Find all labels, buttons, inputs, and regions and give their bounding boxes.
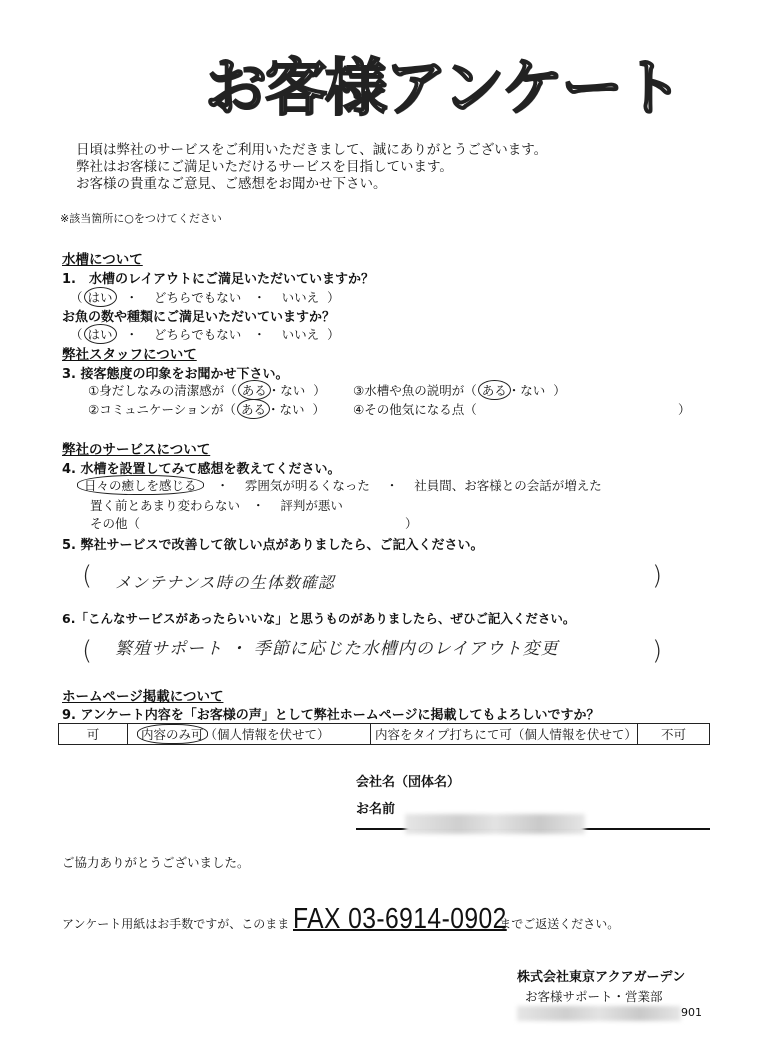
option-relaxation-selected[interactable]: 日々の癒しを感じる [77, 475, 204, 495]
option-allow[interactable]: 可 [59, 724, 128, 745]
separator: ・ [266, 402, 280, 417]
separator: ・ [125, 290, 138, 305]
option-yes-selected[interactable]: ある [478, 380, 511, 400]
option-content-only[interactable] [128, 724, 371, 745]
item-label: ②コミュニケーションが（ [88, 402, 236, 417]
separator: ・ [216, 478, 229, 493]
question-4-other-field[interactable] [150, 514, 400, 530]
publication-consent-table [58, 723, 710, 745]
question-3-item-4-label: ④その他気になる点（ [353, 402, 477, 417]
question-1-options [70, 288, 340, 306]
option-no[interactable]: ない [520, 383, 546, 398]
option-no-change[interactable]: 置く前とあまり変わらない [90, 498, 241, 513]
option-no[interactable]: いいえ [281, 290, 320, 305]
option-brighter-atmosphere[interactable]: 雰囲気が明るくなった [244, 478, 370, 493]
separator: ・ [125, 327, 138, 342]
option-yes-selected[interactable]: ある [238, 380, 271, 400]
open-paren: （ [70, 290, 83, 305]
option-deny[interactable]: 不可 [638, 724, 710, 745]
separator: ・ [507, 383, 521, 398]
footer-company: 株式会社東京アクアガーデン [517, 970, 686, 985]
company-label: 会社名（団体名） [356, 775, 461, 790]
footer-department: お客様サポート・営業部 [525, 989, 663, 1004]
intro-line-1: 日頃は弊社のサービスをご利用いただきまして、誠にありがとうございます。 [76, 142, 548, 158]
question-5: 5. 弊社サービスで改善して欲しい点がありましたら、ご記入ください。 [62, 538, 484, 553]
footer-contact-visible: 901 [681, 1006, 702, 1019]
footer-contact-redacted [517, 1006, 681, 1021]
option-content-only-note: （個人情報を伏せて） [204, 727, 330, 742]
close-paren: ) [652, 636, 663, 666]
close-paren: ） [313, 383, 326, 398]
section-heading-staff: 弊社スタッフについて [62, 347, 197, 363]
question-5-answer[interactable]: メンテナンス時の生体数確認 [115, 573, 335, 592]
question-3-item-3 [353, 381, 566, 399]
separator: ・ [253, 327, 266, 342]
intro-line-3: お客様の貴重なご意見、ご感想をお聞かせ下さい。 [76, 176, 387, 192]
close-paren: ） [678, 402, 691, 417]
option-yes-selected[interactable]: ある [237, 399, 270, 419]
separator: ・ [251, 498, 265, 513]
instruction-note: ※該当箇所に○をつけてください [60, 212, 222, 225]
close-paren: ) [652, 561, 663, 591]
page-title: お客様アンケート [205, 51, 682, 124]
fax-number: FAX 03-6914-0902 [293, 903, 508, 935]
option-content-only-selected: 内容のみ可 [137, 724, 208, 744]
close-paren: ） [553, 383, 566, 398]
question-2: お魚の数や種類にご満足いただいていますか？ [62, 310, 336, 325]
option-yes-selected[interactable]: はい [84, 287, 117, 307]
return-instruction [62, 903, 619, 936]
close-paren: ） [312, 402, 325, 417]
separator: ・ [385, 478, 399, 493]
return-prefix: アンケート用紙はお手数ですが、このまま [62, 917, 290, 931]
section-heading-service: 弊社のサービスについて [62, 442, 211, 458]
option-no[interactable]: ない [279, 402, 305, 417]
return-suffix: までご返送ください。 [499, 917, 620, 931]
option-neutral[interactable]: どちらでもない [153, 290, 242, 305]
question-6: 6.「こんなサービスがあったらいいな」と思うものがありましたら、ぜひご記入ください。 [62, 611, 576, 626]
section-heading-homepage: ホームページ掲載について [62, 689, 224, 705]
option-bad-reputation[interactable]: 評判が悪い [280, 498, 343, 513]
option-neutral[interactable]: どちらでもない [153, 327, 242, 342]
item-label: ③水槽や魚の説明が（ [353, 383, 477, 398]
question-4: 4. 水槽を設置してみて感想を教えてください。 [62, 462, 341, 477]
question-3-item-1 [88, 381, 326, 399]
name-label: お名前 [356, 802, 396, 817]
open-paren: ( [82, 636, 93, 666]
close-paren: ） [327, 290, 340, 305]
table-row [59, 724, 710, 745]
option-more-conversation[interactable]: 社員間、お客様との会話が増えた [414, 478, 602, 493]
question-3-item-4-field[interactable] [476, 400, 666, 416]
question-6-answer[interactable]: 繁殖サポート ・ 季節に応じた水槽内のレイアウト変更 [115, 639, 559, 659]
option-no[interactable]: いいえ [281, 327, 320, 342]
option-yes-selected[interactable]: はい [84, 324, 117, 344]
close-paren: ） [327, 327, 340, 342]
question-2-options [70, 325, 340, 343]
question-3-item-2 [88, 400, 325, 418]
open-paren: （ [70, 327, 83, 342]
intro-line-2: 弊社はお客様にご満足いただけるサービスを目指しています。 [76, 159, 453, 175]
section-heading-tank: 水槽について [62, 252, 143, 268]
question-3: 3. 接客態度の印象をお聞かせ下さい。 [62, 367, 289, 382]
option-no[interactable]: ない [280, 383, 306, 398]
separator: ・ [267, 383, 281, 398]
separator: ・ [253, 290, 266, 305]
option-typed-content[interactable]: 内容をタイプ打ちにて可（個人情報を伏せて） [371, 724, 638, 745]
thanks-text: ご協力ありがとうございました。 [62, 855, 250, 870]
name-field-redacted[interactable] [405, 814, 585, 834]
question-4-row-1 [80, 476, 602, 494]
item-label: ①身だしなみの清潔感が（ [88, 383, 237, 398]
open-paren: ( [82, 561, 93, 591]
close-paren: ） [405, 516, 418, 531]
question-4-row-2 [90, 496, 343, 514]
question-4-other-label: その他（ [90, 516, 141, 531]
question-1: 1. 水槽のレイアウトにご満足いただいていますか？ [62, 272, 374, 287]
question-9: 9. アンケート内容を「お客様の声」として弊社ホームページに掲載してもよろしいですか？ [62, 708, 600, 723]
